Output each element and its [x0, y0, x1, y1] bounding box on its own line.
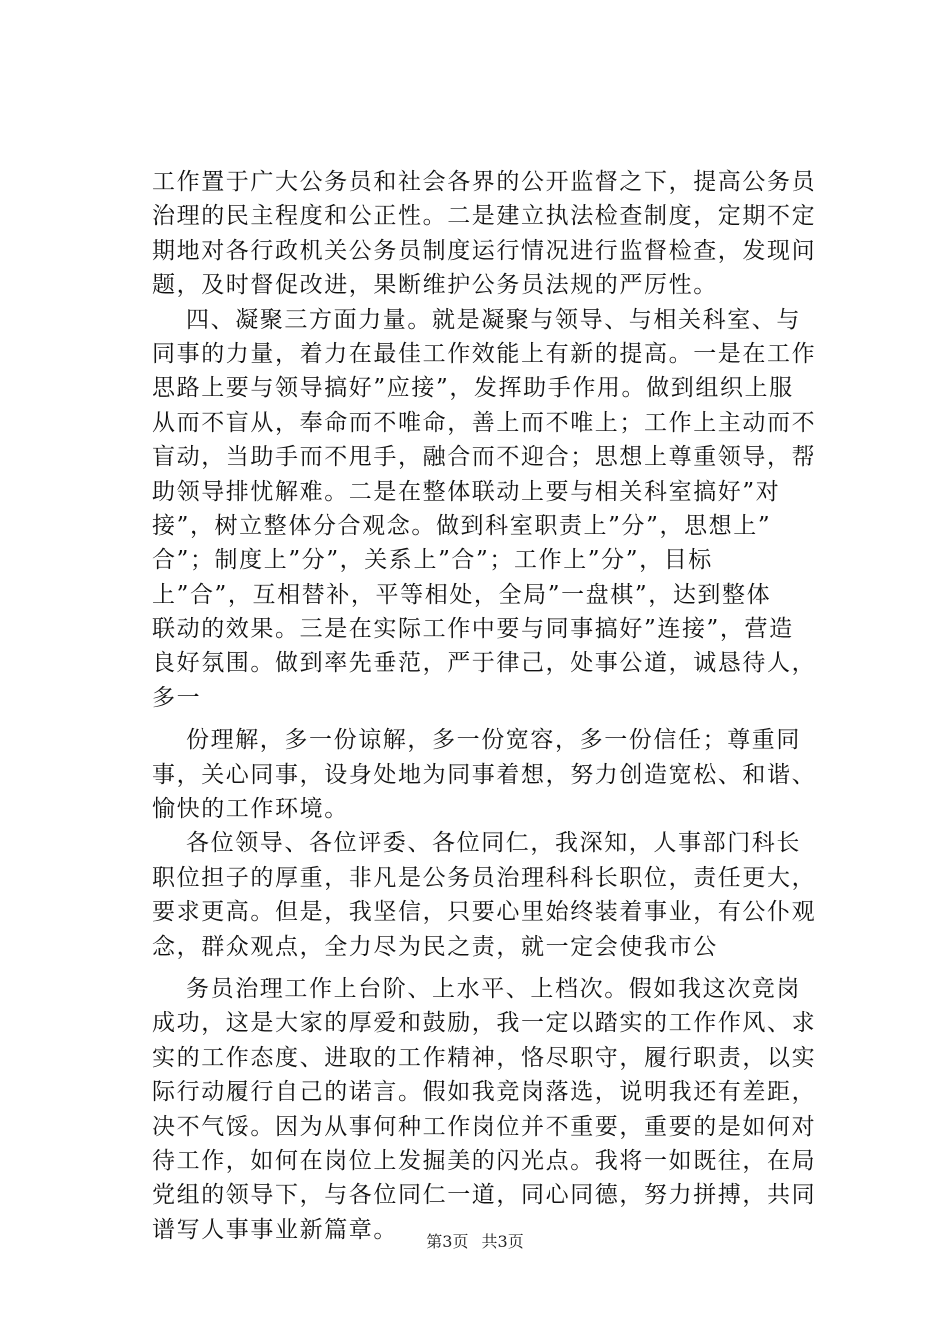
text-line: 思路上要与领导搞好”应接”，发挥助手作用。做到组织上服	[152, 375, 794, 402]
page-number-total: 共3页	[481, 1232, 524, 1251]
text-line: 事，关心同事，设身处地为同事着想，努力创造宽松、和谐、	[152, 761, 817, 788]
page-number-current: 第3页	[426, 1232, 469, 1251]
text-line: 职位担子的厚重，非凡是公务员治理科科长职位，责任更大，	[152, 864, 817, 891]
text-line: 从而不盲从，奉命而不唯命，善上而不唯上；工作上主动而不	[152, 409, 817, 436]
text-line: 实的工作态度、进取的工作精神，恪尽职守，履行职责，以实	[152, 1044, 817, 1071]
text-line: 盲动，当助手而不甩手，融合而不迎合；思想上尊重领导，帮	[152, 444, 817, 471]
text-line: 合”；制度上”分”，关系上”合”；工作上”分”，目标	[152, 547, 713, 574]
text-line: 多一	[152, 684, 202, 711]
text-line: 要求更高。但是，我坚信，只要心里始终装着事业，有公仆观	[152, 899, 817, 926]
text-line: 治理的民主程度和公正性。二是建立执法检查制度，定期不定	[152, 203, 817, 230]
text-line: 念，群众观点，全力尽为民之责，就一定会使我市公	[152, 933, 718, 960]
text-line: 工作置于广大公务员和社会各界的公开监督之下，提高公务员	[152, 169, 817, 195]
text-line: 愉快的工作环境。	[152, 796, 349, 823]
text-line: 成功，这是大家的厚爱和鼓励，我一定以踏实的工作作风、求	[152, 1010, 817, 1037]
paragraph-start-line: 各位领导、各位评委、各位同仁，我深知，人事部门科长	[186, 830, 801, 857]
text-line: 党组的领导下，与各位同仁一道，同心同德，努力拼搏，共同	[152, 1182, 817, 1209]
text-line: 期地对各行政机关公务员制度运行情况进行监督检查，发现问	[152, 237, 817, 264]
text-line: 上”合”，互相替补，平等相处，全局”一盘棋”，达到整体	[152, 581, 772, 608]
text-line: 接”，树立整体分合观念。做到科室职责上”分”，思想上”	[152, 512, 772, 539]
text-line: 联动的效果。三是在实际工作中要与同事搞好”连接”，营造	[152, 616, 794, 643]
text-line: 决不气馁。因为从事何种工作岗位并不重要，重要的是如何对	[152, 1113, 817, 1140]
paragraph-start-line: 四、凝聚三方面力量。就是凝聚与领导、与相关科室、与	[186, 306, 801, 333]
text-line: 题，及时督促改进，果断维护公务员法规的严厉性。	[152, 272, 718, 299]
text-line: 际行动履行自己的诺言。假如我竞岗落选，说明我还有差距，	[152, 1079, 817, 1106]
line-gap	[152, 964, 842, 972]
paragraph-start-line: 务员治理工作上台阶、上水平、上档次。假如我这次竞岗	[186, 975, 801, 1002]
text-line: 谱写人事事业新篇章。	[152, 1216, 398, 1243]
document-body	[152, 165, 842, 1247]
line-gap	[152, 715, 842, 723]
page-footer	[0, 1231, 950, 1253]
text-line: 助领导排忧解难。二是在整体联动上要与相关科室搞好”对	[152, 478, 781, 505]
text-line: 良好氛围。做到率先垂范，严于律己，处事公道，诚恳待人，	[152, 650, 817, 677]
text-line: 同事的力量，着力在最佳工作效能上有新的提高。一是在工作	[152, 340, 817, 367]
paragraph-start-line: 份理解，多一份谅解，多一份宽容，多一份信任；尊重同	[186, 727, 801, 754]
text-line: 待工作，如何在岗位上发掘美的闪光点。我将一如既往，在局	[152, 1147, 817, 1174]
